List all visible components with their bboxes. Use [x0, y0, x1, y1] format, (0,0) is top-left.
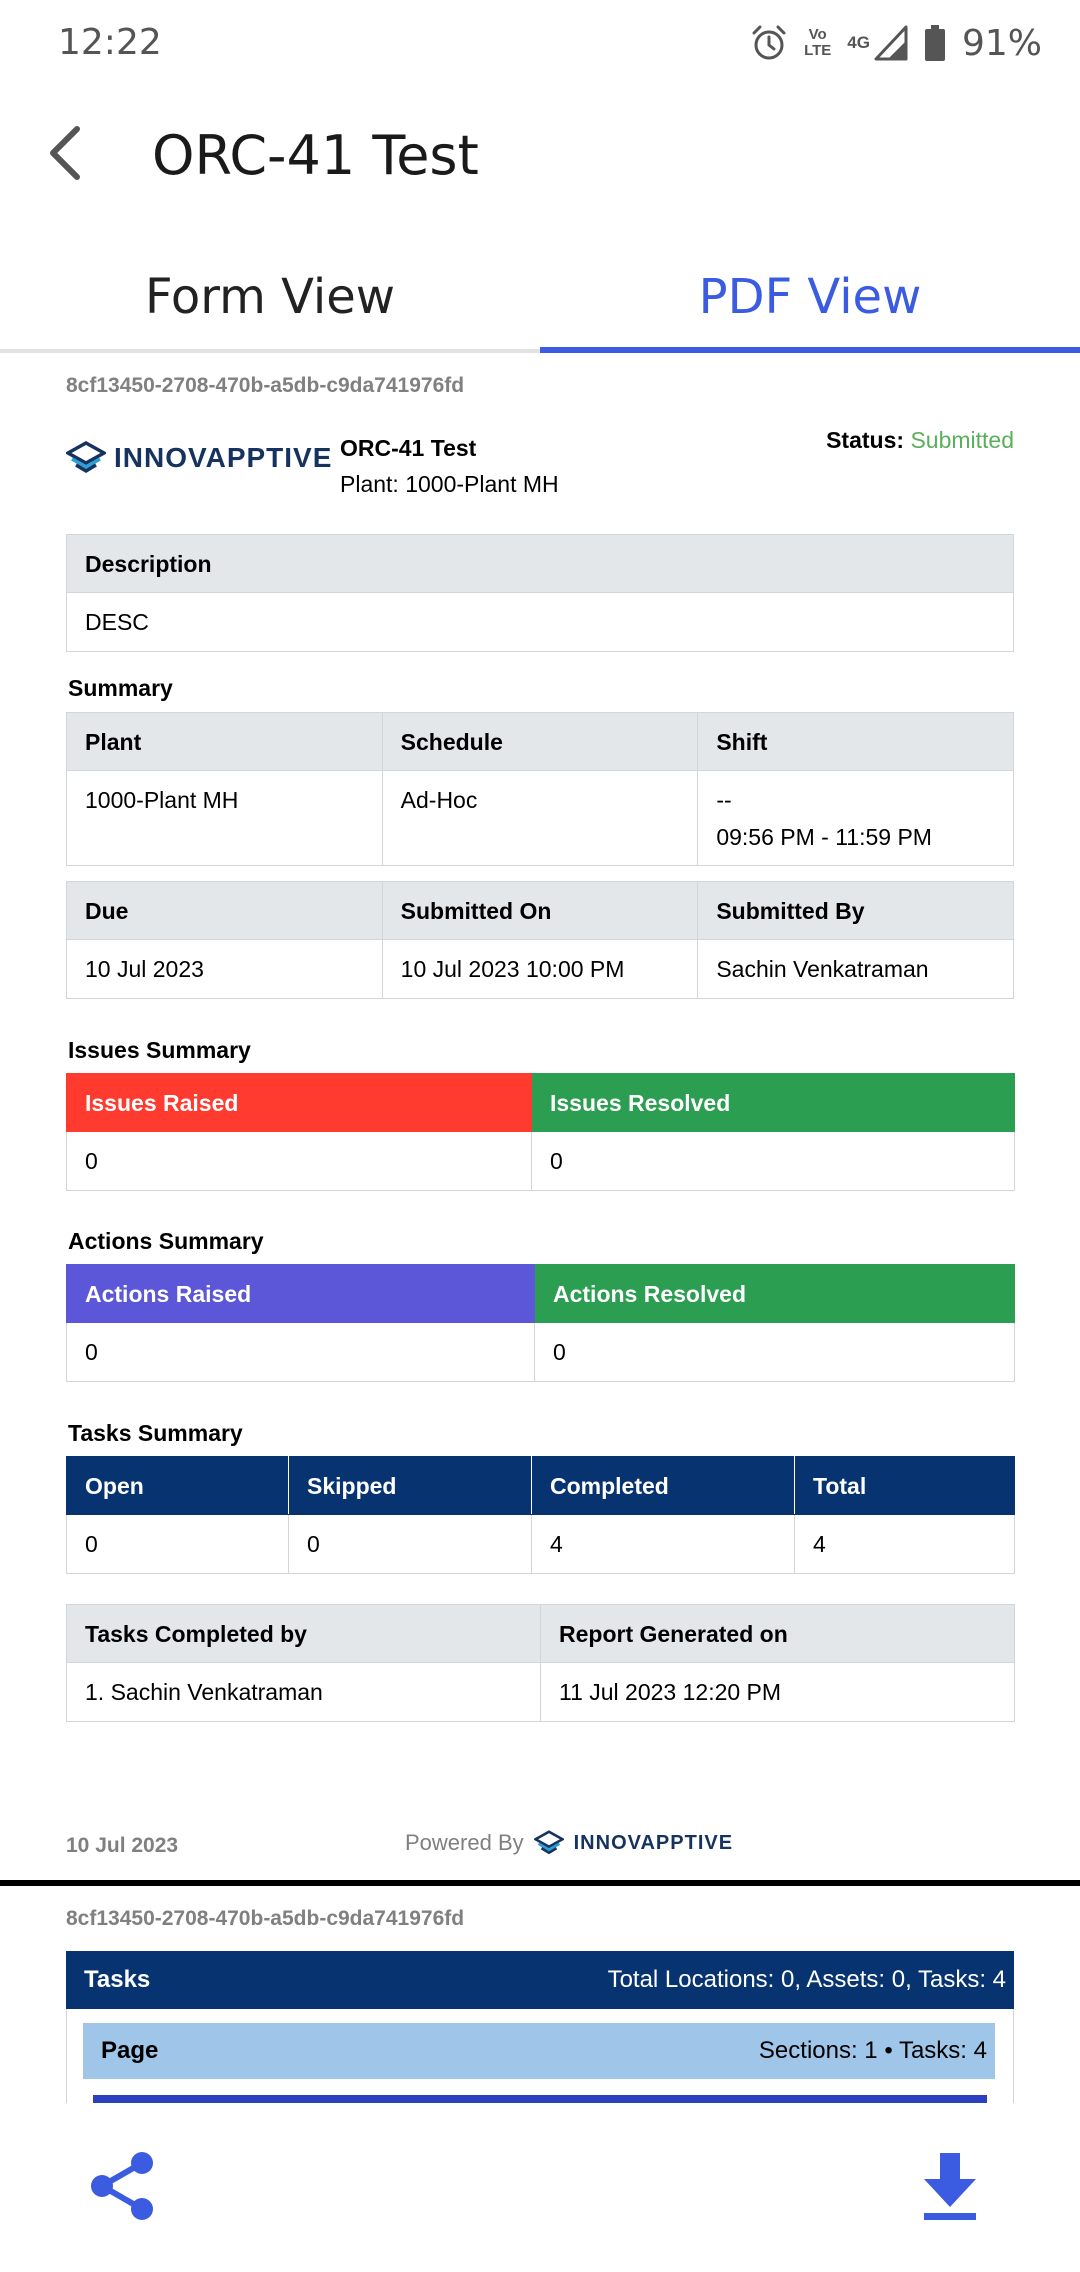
issues-resolved-value: 0 — [532, 1132, 1015, 1191]
open-value: 0 — [67, 1515, 289, 1574]
completed-value: 4 — [532, 1515, 795, 1574]
summary-label: Summary — [68, 675, 173, 701]
actions-table — [66, 1264, 1015, 1382]
pdf-document[interactable] — [0, 357, 1080, 2103]
share-button[interactable] — [88, 2149, 158, 2223]
tasks-label: Tasks — [84, 1966, 151, 1993]
bottom-action-bar — [0, 2103, 1080, 2272]
status-icons — [750, 18, 1042, 68]
skipped-value: 0 — [289, 1515, 532, 1574]
submitted-on-header: Submitted On — [382, 882, 698, 940]
actions-raised-header: Actions Raised — [67, 1265, 535, 1323]
battery-percent: 91% — [961, 22, 1042, 64]
view-tabs — [0, 245, 1080, 353]
innovapptive-logo — [66, 441, 332, 475]
issues-summary-label: Issues Summary — [68, 1037, 251, 1063]
chevron-left-icon — [45, 125, 85, 181]
submitted-by-header: Submitted By — [698, 882, 1014, 940]
tasks-totals: Total Locations: 0, Assets: 0, Tasks: 4 — [607, 1966, 1006, 1993]
tasks-completed-by-value: 1. Sachin Venkatraman — [67, 1663, 541, 1722]
tasks-summary-table — [66, 1456, 1015, 1574]
tab-pdf-view[interactable]: PDF View — [540, 245, 1080, 349]
page-label: Page — [101, 2037, 159, 2064]
tasks-header-bar — [66, 1951, 1014, 2009]
download-button[interactable] — [920, 2151, 980, 2223]
completed-header: Completed — [532, 1457, 795, 1515]
innovapptive-logo-icon — [534, 1830, 564, 1856]
footer-date: 10 Jul 2023 — [66, 1834, 179, 1857]
section-bar — [93, 2095, 987, 2103]
alarm-icon — [750, 24, 788, 62]
page-totals: Sections: 1 • Tasks: 4 — [758, 2037, 987, 2064]
app-bar — [0, 90, 1080, 220]
due-value: 10 Jul 2023 — [67, 940, 383, 999]
actions-raised-value: 0 — [67, 1323, 535, 1382]
tasks-summary-label: Tasks Summary — [68, 1420, 243, 1446]
skipped-header: Skipped — [289, 1457, 532, 1515]
actions-resolved-header: Actions Resolved — [535, 1265, 1015, 1323]
share-icon — [88, 2149, 158, 2223]
back-button[interactable] — [30, 118, 100, 188]
tasks-content — [66, 2009, 1014, 2103]
volte-bottom-text: LTE — [804, 42, 832, 59]
document-id-page-2: 8cf13450-2708-470b-a5db-c9da741976fd — [66, 1907, 465, 1930]
issues-table — [66, 1073, 1015, 1191]
footer-logo-text: INNOVAPPTIVE — [573, 1831, 734, 1854]
issues-resolved-header: Issues Resolved — [532, 1074, 1015, 1132]
battery-icon — [924, 24, 946, 62]
summary-table — [66, 712, 1014, 866]
page-header-bar — [83, 2023, 995, 2079]
status-bar — [0, 0, 1080, 90]
status-label: Status: — [826, 427, 905, 453]
due-table — [66, 881, 1014, 999]
open-header: Open — [67, 1457, 289, 1515]
logo-text: INNOVAPPTIVE — [114, 442, 333, 473]
due-header: Due — [67, 882, 383, 940]
description-table — [66, 534, 1014, 652]
page-divider — [0, 1880, 1080, 1886]
signal-icon — [874, 25, 908, 61]
status-line — [826, 427, 1014, 454]
plant-header: Plant — [67, 713, 383, 771]
description-value: DESC — [67, 593, 1014, 652]
download-icon — [920, 2151, 980, 2223]
schedule-header: Schedule — [382, 713, 698, 771]
tasks-completed-by-header: Tasks Completed by — [67, 1605, 541, 1663]
issues-raised-header: Issues Raised — [67, 1074, 532, 1132]
powered-by — [405, 1830, 733, 1856]
document-header — [66, 427, 1014, 527]
shift-header: Shift — [698, 713, 1014, 771]
submitted-by-value: Sachin Venkatraman — [698, 940, 1014, 999]
completed-by-table — [66, 1604, 1015, 1722]
plant-line: Plant: 1000-Plant MH — [340, 471, 559, 497]
shift-value — [698, 771, 1014, 866]
status-badge: Submitted — [910, 427, 1014, 453]
shift-line-2: 09:56 PM - 11:59 PM — [716, 824, 932, 850]
total-header: Total — [795, 1457, 1015, 1515]
actions-resolved-value: 0 — [535, 1323, 1015, 1382]
innovapptive-logo-icon — [66, 441, 106, 475]
submitted-on-value: 10 Jul 2023 10:00 PM — [382, 940, 698, 999]
page-title: ORC-41 Test — [152, 124, 479, 187]
shift-line-1: -- — [716, 787, 732, 813]
schedule-value: Ad-Hoc — [382, 771, 698, 866]
issues-raised-value: 0 — [67, 1132, 532, 1191]
document-id: 8cf13450-2708-470b-a5db-c9da741976fd — [66, 374, 465, 397]
report-generated-value: 11 Jul 2023 12:20 PM — [541, 1663, 1015, 1722]
volte-top-text: Vo — [808, 26, 827, 43]
report-generated-header: Report Generated on — [541, 1605, 1015, 1663]
actions-summary-label: Actions Summary — [68, 1228, 264, 1254]
total-value: 4 — [795, 1515, 1015, 1574]
plant-value: 1000-Plant MH — [67, 771, 383, 866]
volte-icon — [804, 27, 831, 59]
status-time: 12:22 — [58, 22, 162, 63]
network-type: 4G — [847, 33, 870, 52]
tab-form-view[interactable]: Form View — [144, 269, 396, 325]
powered-by-text: Powered By — [405, 1830, 524, 1855]
description-header: Description — [67, 535, 1014, 593]
form-title: ORC-41 Test — [340, 435, 477, 461]
